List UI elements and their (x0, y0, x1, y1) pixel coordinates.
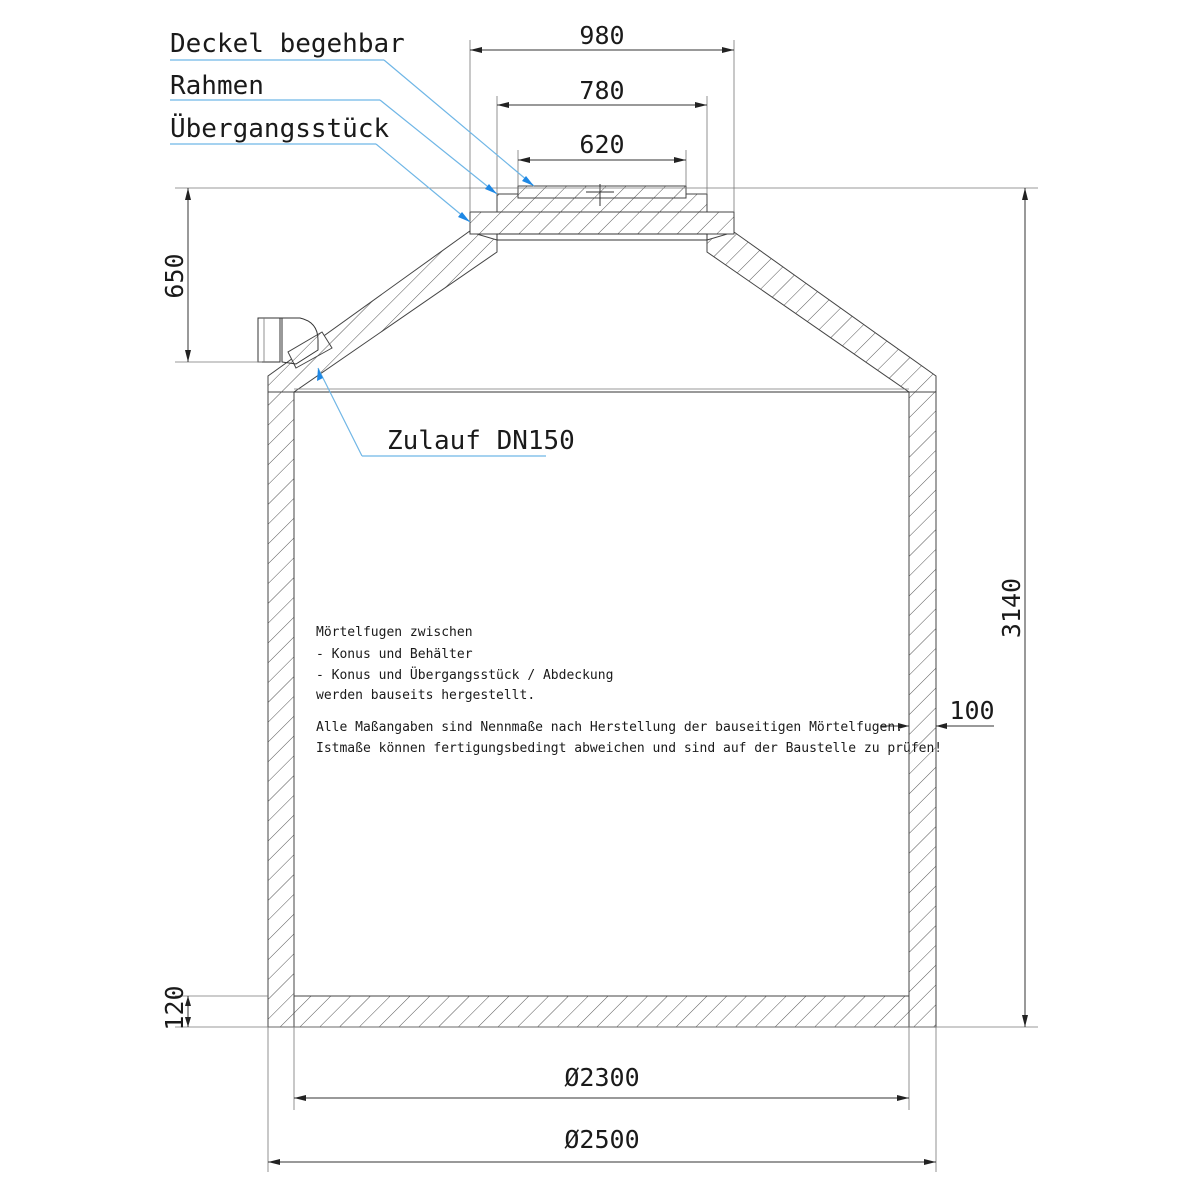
dim-620: 620 (579, 130, 625, 159)
dim-650: 650 (160, 253, 189, 299)
label-rahmen: Rahmen (170, 71, 264, 101)
dim-3140: 3140 (997, 577, 1026, 639)
tank-body (268, 392, 936, 1027)
note-line-1: Mörtelfugen zwischen (316, 625, 473, 640)
top-assembly (470, 184, 734, 240)
cone (268, 228, 936, 392)
cone-left-wall (268, 228, 497, 392)
notes-block (316, 625, 942, 756)
dim-2500: Ø2500 (564, 1125, 640, 1154)
cone-right-wall (707, 232, 936, 392)
dim-100: 100 (949, 696, 995, 725)
dim-780: 780 (579, 76, 625, 105)
label-uebergang: Übergangsstück (170, 114, 390, 144)
note-line-4: werden bauseits hergestellt. (316, 688, 536, 703)
note-line-3: - Konus und Übergangsstück / Abdeckung (316, 668, 614, 683)
label-deckel: Deckel begehbar (170, 29, 405, 59)
dim-2300: Ø2300 (564, 1063, 640, 1092)
note-line-6: Istmaße können fertigungsbedingt abweichen und sind auf der Baustelle zu prüfen! (316, 741, 943, 756)
label-zulauf: Zulauf DN150 (387, 426, 575, 456)
floor-slab (294, 996, 909, 1027)
left-wall (268, 392, 294, 1027)
dim-980: 980 (579, 21, 625, 50)
right-wall (909, 392, 936, 1027)
note-line-5: Alle Maßangaben sind Nennmaße nach Herstellung der bauseitigen Mörtelfugen. (316, 720, 903, 735)
dim-120: 120 (160, 985, 189, 1031)
note-line-2: - Konus und Behälter (316, 647, 473, 662)
transition-piece (470, 212, 734, 234)
